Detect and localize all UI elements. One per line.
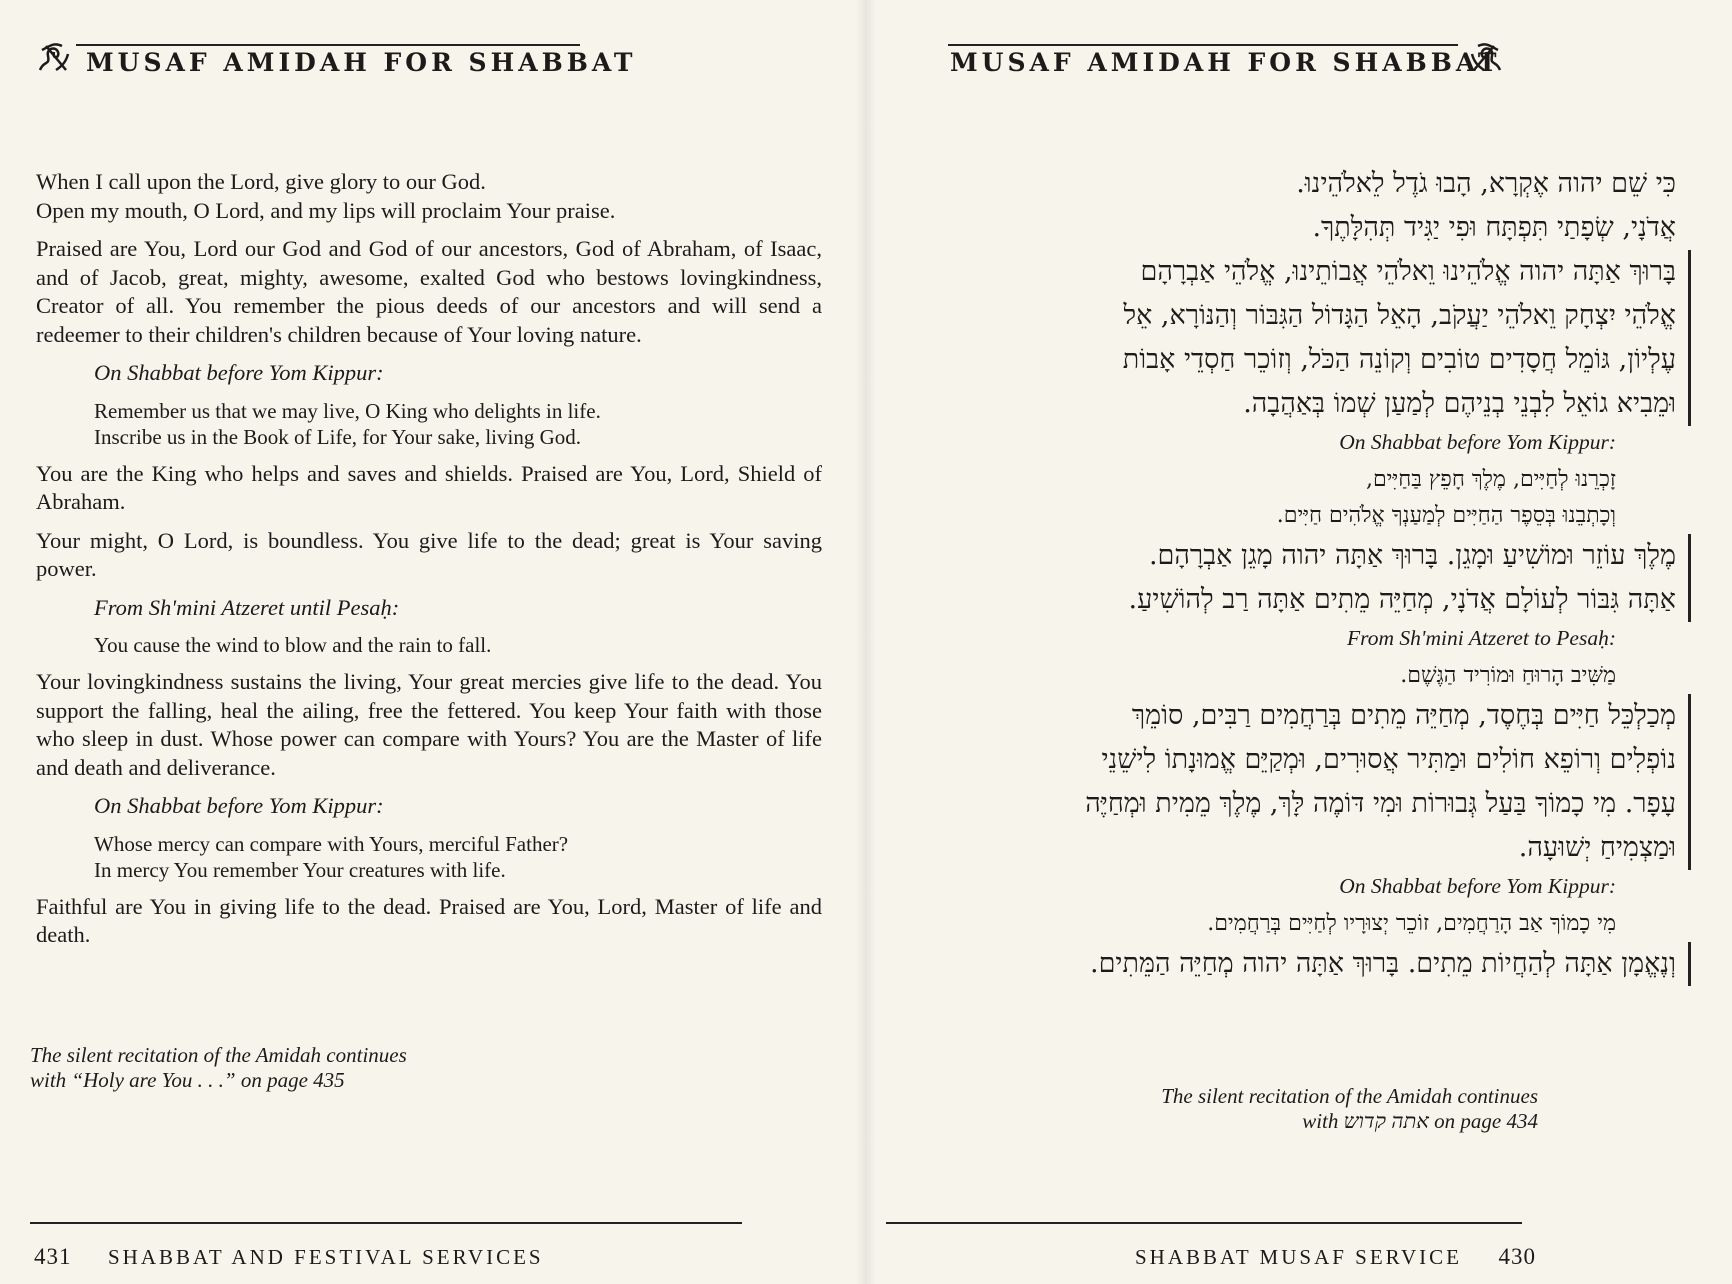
- text-line: עֶלְיוֹן, גּוֹמֵל חֲסָדִים טוֹבִים וְקוֹנֵה הַכֹּל, וְזוֹכֵר חַסְדֵי אָבוֹת: [1122, 344, 1676, 375]
- inset-passage: [94, 831, 822, 883]
- rubric: On Shabbat before Yom Kippur:: [94, 793, 384, 818]
- hebrew-text: [886, 162, 1676, 986]
- paragraph: [36, 168, 822, 225]
- footer: [34, 1244, 544, 1270]
- continuation-line: with אתה קדוש on page 434: [1302, 1109, 1538, 1133]
- page-number: 430: [1498, 1244, 1536, 1269]
- text-line: וְנֶאֱמָן אַתָּה לְהַחֲיוֹת מֵתִים. בָּרוּךְ אַתָּה יהוה מְחַיֵּה הַמֵּתִים.: [1089, 948, 1676, 979]
- text-line: נוֹפְלִים וְרוֹפֵא חוֹלִים וּמַתִּיר אֲסוּרִים, וּמְקַיֵּם אֱמוּנָתוֹ לִישֵׁנֵי: [1101, 744, 1676, 775]
- inset-passage: [94, 398, 822, 450]
- text-line: זָכְרֵנוּ לְחַיִּים, מֶלֶךְ חָפֵץ בַּחַיִּים,: [1365, 467, 1616, 492]
- paragraph: You are the King who helps and saves and shields. Praised are You, Lord, Shield of Abraham.: [36, 460, 822, 514]
- paragraph: [886, 250, 1691, 426]
- paragraph: [886, 942, 1691, 986]
- text-line: מֶלֶךְ עוֹזֵר וּמוֹשִׁיעַ וּמָגֵן. בָּרוּךְ אַתָּה יהוה מָגֵן אַבְרָהָם.: [1148, 540, 1676, 571]
- paragraph: [886, 162, 1676, 250]
- inset-passage: [94, 632, 822, 658]
- running-head: MUSAF AMIDAH FOR SHABBAT: [950, 48, 1501, 77]
- rubric: On Shabbat before Yom Kippur:: [94, 360, 384, 385]
- paragraph: Your lovingkindness sustains the living, Your great mercies give life to the dead. You support the falling, heal the ailing, free the fettered. You keep Your faith with those who sleep in dust. Whose power can compare with Yours? You are the Master of life and death and deliverance.: [36, 669, 822, 780]
- rubric: On Shabbat before Yom Kippur:: [1339, 430, 1616, 454]
- running-head-rule: [76, 44, 580, 46]
- text-line: עָפָר. מִי כָמוֹךָ בַּעַל גְּבוּרוֹת וּמִי דּוֹמֶה לָּךְ, מֶלֶךְ מֵמִית וּמְחַיֶּה: [1085, 788, 1676, 819]
- text-line: Remember us that we may live, O King who delights in life.: [94, 398, 601, 423]
- text-line: כִּי שֵׁם יהוה אֶקְרָא, הָבוּ גֹדֶל לֵאלֹהֵינוּ.: [1296, 168, 1676, 199]
- paragraph: Your might, O Lord, is boundless. You give life to the dead; great is Your saving power.: [36, 527, 822, 581]
- text-line: אֱלֹהֵי יִצְחָק וֵאלֹהֵי יַעֲקֹב, הָאֵל הַגָּדוֹל הַגִּבּוֹר וְהַנּוֹרָא, אֵל: [1123, 300, 1676, 331]
- paragraph: [886, 694, 1691, 870]
- footer: [1135, 1244, 1536, 1270]
- rubric: On Shabbat before Yom Kippur:: [1339, 874, 1616, 898]
- text-line: מַשִּׁיב הָרוּחַ וּמוֹרִיד הַגֶּשֶׁם.: [1400, 663, 1616, 688]
- text-line: אַתָּה גִּבּוֹר לְעוֹלָם אֲדֹנָי, מְחַיֵּה מֵתִים אַתָּה רַב לְהוֹשִׁיעַ.: [1128, 584, 1676, 615]
- text-line: Whose mercy can compare with Yours, merciful Father?: [94, 831, 569, 856]
- text-line: וּמַצְמִיחַ יְשׁוּעָה.: [1518, 832, 1676, 863]
- inset-passage: [886, 658, 1616, 694]
- running-head: MUSAF AMIDAH FOR SHABBAT: [86, 48, 637, 77]
- inset-passage: [886, 462, 1616, 534]
- right-page: [866, 0, 1732, 1284]
- continuation-line: The silent recitation of the Amidah continues: [30, 1043, 407, 1067]
- scroll-ornament-icon: [1468, 40, 1504, 76]
- continuation-note: [30, 1043, 407, 1093]
- text-line: וְכָתְבֵנוּ בְּסֵפֶר הַחַיִּים לְמַעַנְךָ אֱלֹהִים חַיִּים.: [1276, 503, 1616, 528]
- paragraph: Faithful are You in giving life to the dead. Praised are You, Lord, Master of life and death.: [36, 893, 822, 947]
- text-line: You cause the wind to blow and the rain to fall.: [94, 633, 492, 657]
- text-line: בָּרוּךְ אַתָּה יהוה אֱלֹהֵינוּ וֵאלֹהֵי אֲבוֹתֵינוּ, אֱלֹהֵי אַבְרָהָם: [1140, 256, 1676, 287]
- text-line: מִי כָמוֹךָ אַב הָרַחֲמִים, זוֹכֵר יְצוּרָיו לְחַיִּים בְּרַחֲמִים.: [1207, 911, 1616, 936]
- paragraph: Praised are You, Lord our God and God of our ancestors, God of Abraham, of Isaac, and of Jacob, great, mighty, awesome, exalted God who bestows lovingkindness, Creator of all. You remember the pious deeds of our ancestors and will send a redeemer to their children's children because of Your loving nature.: [36, 236, 822, 347]
- text-line: וּמֵבִיא גוֹאֵל לִבְנֵי בְנֵיהֶם לְמַעַן שְׁמוֹ בְּאַהֲבָה.: [1243, 388, 1676, 419]
- continuation-note: [1161, 1084, 1538, 1134]
- continuation-line: with “Holy are You . . .” on page 435: [30, 1068, 345, 1092]
- rubric: From Sh'mini Atzeret until Pesaḥ:: [94, 594, 400, 620]
- running-head-rule: [948, 44, 1458, 46]
- paragraph: [886, 534, 1691, 622]
- text-line: In mercy You remember Your creatures with life.: [94, 857, 506, 882]
- rubric: From Sh'mini Atzeret to Pesaḥ:: [1347, 626, 1616, 650]
- text-line: When I call upon the Lord, give glory to our God.: [36, 169, 486, 194]
- inset-passage: [886, 906, 1616, 942]
- text-line: אֲדֹנָי, שְׂפָתַי תִּפְתָּח וּפִי יַגִּיד תְּהִלָּתֶךָ.: [1312, 212, 1676, 243]
- text-line: Inscribe us in the Book of Life, for Your sake, living God.: [94, 424, 582, 449]
- page-number: 431: [34, 1244, 72, 1269]
- scroll-ornament-icon: [36, 40, 72, 76]
- footer-rule: [886, 1222, 1522, 1224]
- footer-title: SHABBAT AND FESTIVAL SERVICES: [108, 1245, 544, 1269]
- english-text: [36, 168, 822, 960]
- text-line: מְכַלְכֵּל חַיִּים בְּחֶסֶד, מְחַיֵּה מֵתִים בְּרַחֲמִים רַבִּים, סוֹמֵךְ: [1131, 700, 1676, 731]
- continuation-line: The silent recitation of the Amidah continues: [1161, 1084, 1538, 1108]
- footer-title: SHABBAT MUSAF SERVICE: [1135, 1245, 1462, 1269]
- text-line: Open my mouth, O Lord, and my lips will proclaim Your praise.: [36, 197, 616, 223]
- footer-rule: [30, 1222, 742, 1224]
